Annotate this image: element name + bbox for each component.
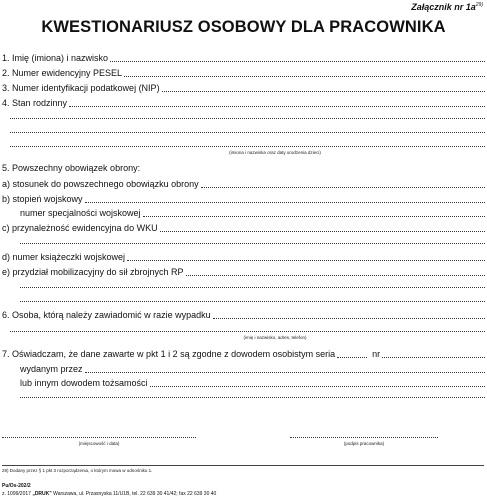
field-nip[interactable]: 3. Numer identyfikacji podatkowej (NIP) [2, 83, 485, 94]
field-military-rank[interactable]: b) stopień wojskowy [2, 194, 485, 205]
form-title: KWESTIONARIUSZ OSOBOWY DLA PRACOWNIKA [41, 18, 446, 36]
field-defense-status[interactable]: a) stosunek do powszechnego obowiązku obrony [2, 179, 485, 190]
family-line-3[interactable] [10, 146, 485, 147]
family-line-2[interactable] [10, 132, 485, 133]
field-wku[interactable]: c) przynależność ewidencyjna do WKU [2, 223, 485, 234]
field-name[interactable]: 1. Imię (imiona) i nazwisko [2, 53, 485, 64]
signature-caption: (podpis pracownika) [343, 441, 385, 446]
place-date-field[interactable] [2, 437, 196, 438]
field-family-status[interactable]: 4. Stan rodzinny [2, 98, 485, 109]
field-mobilization[interactable]: e) przydział mobilizacyjny do sił zbrojnych RP [2, 267, 485, 278]
signature-field[interactable] [290, 437, 438, 438]
emergency-caption: (imię i nazwisko, adres, telefon) [243, 335, 307, 340]
printer-line: z. 1099/2017 „DRUK” Warszawa, ul. Przasnyska 11/U1B, tel. 22 639 30 41/42; fax 22 639 30 40 [2, 491, 217, 497]
field-military-book[interactable]: d) numer książeczki wojskowej [2, 252, 485, 263]
other-id-line-2[interactable] [20, 397, 485, 398]
wku-line-2[interactable] [20, 243, 485, 244]
family-caption: (imiona i nazwiska oraz daty urodzenia dzieci) [229, 150, 321, 155]
field-military-specialty[interactable]: numer specjalności wojskowej [20, 208, 485, 219]
defense-heading: 5. Powszechny obowiązek obrony: [2, 163, 141, 173]
field-id-declaration[interactable]: 7. Oświadczam, że dane zawarte w pkt 1 i 2 są zgodne z dowodem osobistym seria nr [2, 349, 485, 360]
mobilization-line-2[interactable] [20, 287, 485, 288]
family-line-1[interactable] [10, 118, 485, 119]
id-number-field[interactable] [382, 349, 485, 358]
annex-label: Załącznik nr $1a^{29)}$ [411, 2, 483, 12]
place-date-caption: (miejscowość i data) [78, 441, 120, 446]
printer-logo: „DRUK” [32, 491, 52, 497]
field-pesel[interactable]: 2. Numer ewidencyjny PESEL [2, 68, 485, 79]
mobilization-line-3[interactable] [20, 301, 485, 302]
footnote: 29) Dodany przez § 1 pkt 3 rozporządzenia, o którym mowa w odnośniku 1. [2, 468, 153, 473]
emergency-line-2[interactable] [10, 331, 485, 332]
field-id-issued-by[interactable]: wydanym przez [20, 364, 485, 375]
footnote-divider [2, 465, 484, 466]
field-other-id[interactable]: lub innym dowodem tożsamości [20, 378, 485, 389]
form-code: Pu/Os-202/2 [2, 483, 31, 489]
id-series-field[interactable] [337, 349, 367, 358]
field-emergency-contact[interactable]: 6. Osoba, którą należy zawiadomić w razie wypadku [2, 310, 485, 321]
